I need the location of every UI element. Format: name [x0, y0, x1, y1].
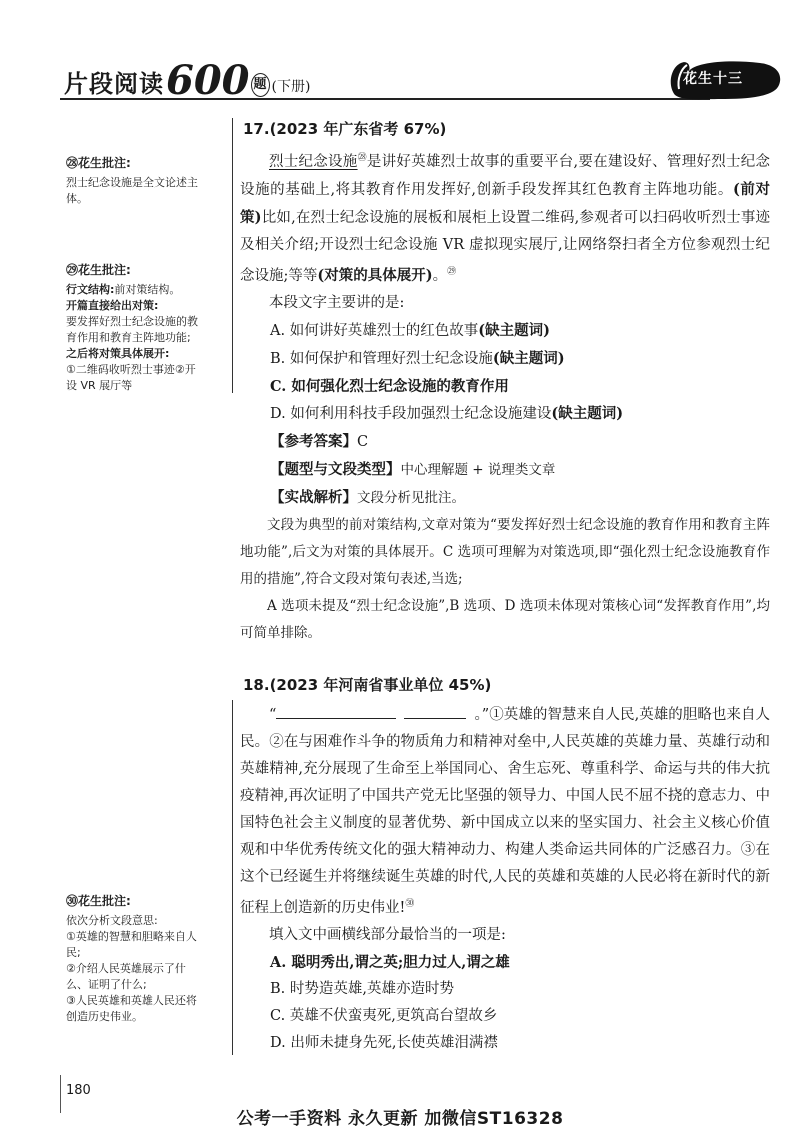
passage-text: ①英雄的智慧来自人民,英雄的胆略也来自人民。②在与困难作斗争的物质角力和精神对垒中,人民英雄的英雄力量、英雄行动和英雄精神,充分展现了生命至上举国同心、舍生忘死、尊重科学、命运与共的伟大抗疫精神,再次证明了中国共产党无比坚强的领导力、中国人民不屈不挠的意志力、中国特色社会主义制度的显著优势、新中国成立以来的坚实国力、社会主义核心价值观和中华优秀传统文化的强大精神动力、构建人类命运共同体的广泛感召力。③在这个已经诞生并将继续诞生英雄的时代,人民的英雄和英雄的人民必将在新时代的新征程上创造新的历史伟业! — [240, 707, 771, 916]
option-text: A. 如何讲好英雄烈士的红色故事 — [270, 322, 479, 339]
quote-close: 。” — [474, 707, 490, 723]
option-text: B. 如何保护和管理好烈士纪念设施 — [270, 350, 493, 367]
book-title-text: 片段阅读 — [64, 69, 164, 98]
option-note: (缺主题词) — [478, 321, 550, 339]
note-line — [66, 282, 226, 298]
q18-passage — [240, 702, 770, 922]
brand-logo — [665, 55, 785, 101]
type-value: 中心理解题 + 说理类文章 — [400, 461, 556, 478]
answer-tag: 【参考答案】 — [270, 432, 357, 450]
q17-explain-1: 文段为典型的前对策结构,文章对策为“要发挥好烈士纪念设施的教育作用和教育主阵地功能”,后文为对策的具体展开。C 选项可理解为对策选项,即“强化烈士纪念设施教育作用的措施”,符合文段对策句表述,当选; — [240, 516, 770, 587]
passage-subject: 烈士纪念设施 — [269, 153, 358, 170]
sidebar-note-28 — [66, 155, 226, 207]
note-text: 育作用和教育主阵地功能; — [66, 331, 191, 344]
note-line: 么、证明了什么; — [66, 978, 147, 991]
quote-open: “ — [269, 707, 277, 723]
note-line: ①英雄的智慧和胆略来自人 — [66, 930, 197, 943]
q17-option-a — [240, 317, 770, 345]
note-text: 要发挥好烈士纪念设施的教 — [66, 315, 198, 328]
option-note: (缺主题词) — [492, 349, 565, 367]
sidebar-note-30 — [66, 893, 226, 1025]
note-text: ①二维码收听烈士事迹②开 — [66, 363, 196, 376]
q17-passage — [240, 145, 770, 290]
q18-option-b: B. 时势造英雄,英雄亦造时势 — [270, 980, 454, 997]
book-title-number: 600 — [166, 57, 250, 104]
sidebar-divider — [232, 700, 233, 1055]
note-bold: 行文结构: — [66, 283, 115, 296]
passage-text: 比如,在烈士纪念设施的展板和展柜上设置二维码,参观者可以扫码收听烈士事迹及相关介绍;开设烈士纪念设施 VR 虚拟现实展厅,让网络祭扫者全方位参观烈士纪念设施;等等 — [240, 209, 770, 284]
q18-option-d: D. 出师未捷身先死,长使英雄泪满襟 — [270, 1034, 498, 1051]
book-title — [64, 57, 311, 104]
header-rule — [60, 98, 710, 100]
option-text: D. 如何利用科技手段加强烈士纪念设施建设 — [270, 405, 552, 422]
book-title-unit: 题 — [251, 73, 270, 97]
passage-tag: (前对策) — [240, 180, 770, 226]
note-line — [66, 346, 226, 362]
analysis-value: 文段分析见批注。 — [357, 489, 465, 506]
q17-option-b — [240, 345, 770, 373]
question-17-heading: 17.(2023 年广东省考 67%) — [243, 120, 447, 138]
note-bold: 之后将对策具体展开: — [66, 347, 170, 360]
note-line: 依次分析文段意思: — [66, 914, 158, 927]
note-text: 设 VR 展厅等 — [66, 379, 133, 392]
q17-answer — [240, 428, 770, 456]
footer-text: 公考一手资料 永久更新 加微信ST16328 — [236, 1109, 564, 1129]
passage-tag: (对策的具体展开) — [317, 266, 433, 284]
type-tag: 【题型与文段类型】 — [270, 460, 401, 478]
q17-question: 本段文字主要讲的是: — [269, 294, 405, 311]
q18-option-c: C. 英雄不伏蛮夷死,更筑高台望故乡 — [270, 1007, 498, 1024]
note-line: 体。 — [66, 192, 88, 205]
note-title: ㉙花生批注: — [66, 263, 131, 277]
page-number: 180 — [66, 1083, 91, 1098]
note-line: 创造历史伟业。 — [66, 1010, 143, 1023]
note-marker: ㉘ — [357, 153, 367, 163]
note-line: 民; — [66, 946, 81, 959]
note-line: ③人民英雄和英雄人民还将 — [66, 994, 197, 1007]
q17-explain-2: A 选项未提及“烈士纪念设施”,B 选项、D 选项未体现对策核心词“发挥教育作用”,均可简单排除。 — [240, 597, 770, 641]
analysis-tag: 【实战解析】 — [270, 488, 357, 506]
q17-analysis — [240, 484, 770, 512]
note-line: ②介绍人民英雄展示了什 — [66, 962, 186, 975]
sidebar-note-29 — [66, 262, 226, 394]
answer-blank — [404, 702, 466, 719]
note-text: 前对策结构。 — [114, 283, 181, 296]
note-line — [66, 378, 226, 394]
question-18-heading: 18.(2023 年河南省事业单位 45%) — [243, 676, 492, 694]
note-marker: ㉙ — [447, 266, 457, 277]
brand-text: 花生十三 — [683, 71, 743, 87]
q18-question: 填入文中画横线部分最恰当的一项是: — [269, 926, 506, 943]
note-line: 烈士纪念设施是全文论述主 — [66, 176, 198, 189]
sidebar-divider — [232, 118, 233, 393]
note-title: ㉚花生批注: — [66, 894, 131, 908]
note-line — [66, 314, 226, 330]
passage-text: 是讲好英雄烈士故事的重要平台,要在建设好、管理好烈士纪念设施的基础上,将其教育作用发挥好,创新手段发挥其红色教育主阵地功能。 — [240, 153, 770, 198]
note-title: ㉘花生批注: — [66, 156, 131, 170]
q17-option-d — [240, 400, 770, 428]
note-line — [66, 362, 226, 378]
note-line — [66, 298, 226, 314]
answer-blank — [276, 702, 396, 719]
note-line — [66, 330, 226, 346]
question-18-body — [240, 702, 770, 1057]
q17-type — [240, 456, 770, 484]
option-text: C. 如何强化烈士纪念设施的教育作用 — [270, 377, 509, 395]
q17-option-c — [240, 373, 770, 400]
passage-text: 。 — [432, 267, 448, 284]
question-17-body — [240, 145, 770, 647]
q18-option-a: A. 聪明秀出,谓之英;胆力过人,谓之雄 — [270, 953, 510, 971]
answer-value: C — [357, 433, 369, 450]
note-marker: ㉚ — [405, 899, 415, 909]
book-title-volume: (下册) — [271, 79, 311, 95]
option-note: (缺主题词) — [551, 404, 624, 422]
note-bold: 开篇直接给出对策: — [66, 299, 159, 312]
